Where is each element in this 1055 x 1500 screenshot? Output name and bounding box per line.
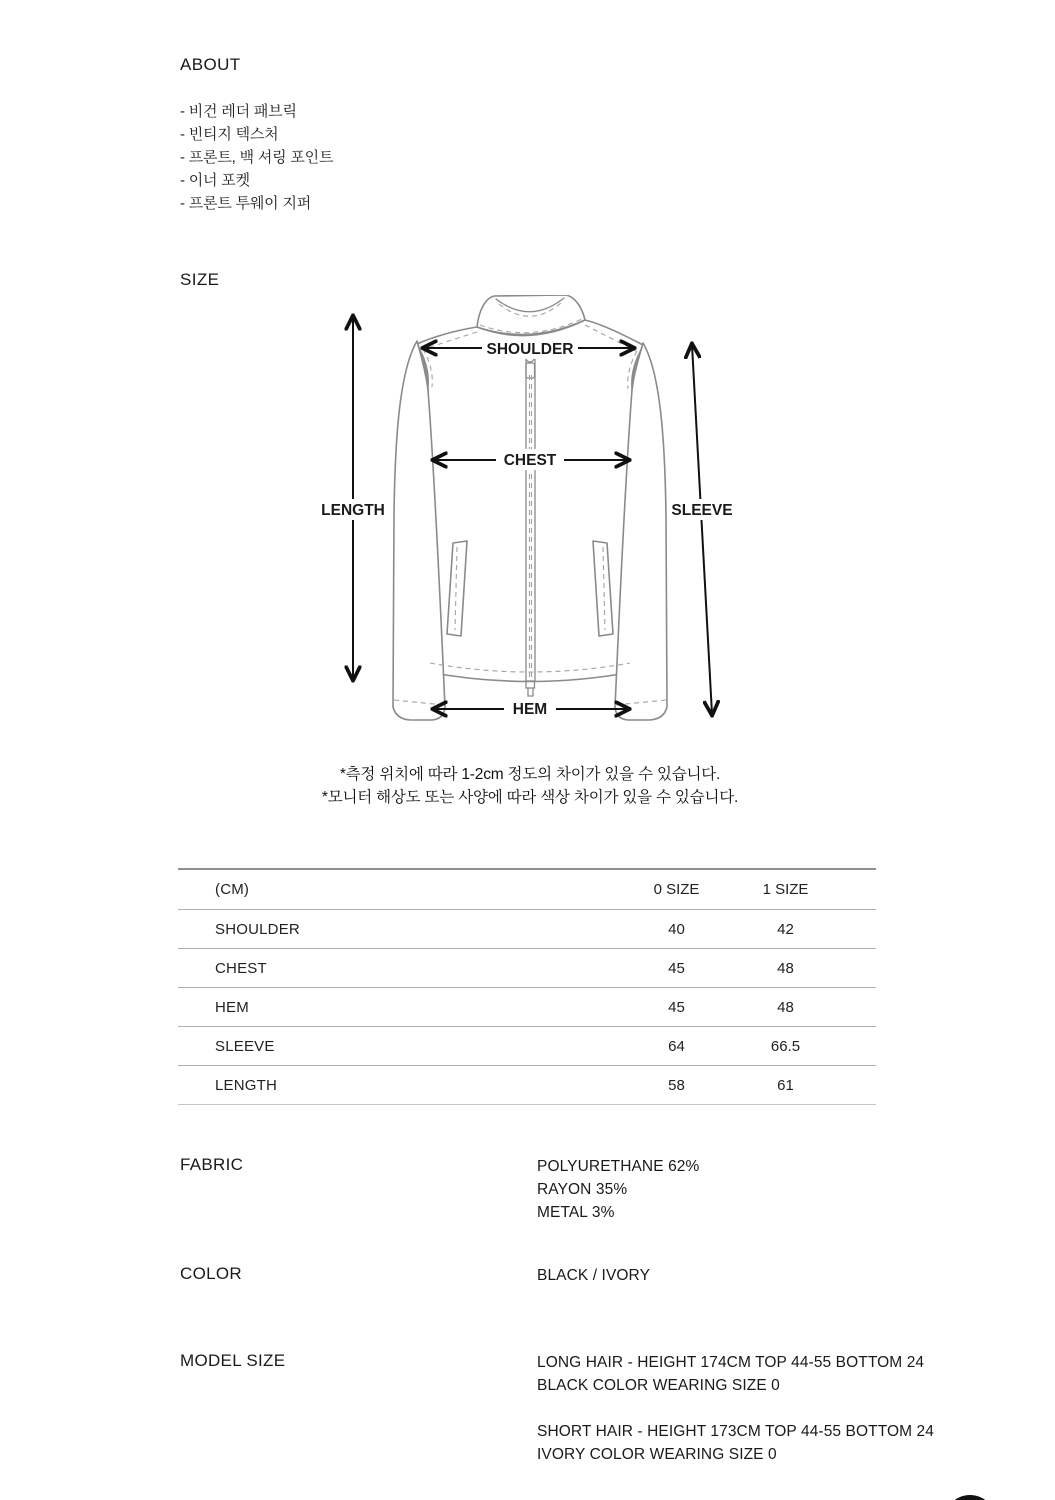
row-size1: 48 (777, 998, 794, 1016)
sleeve-label: SLEEVE (671, 502, 733, 519)
hem-label: HEM (512, 701, 548, 718)
table-row (178, 1066, 876, 1105)
fabric-values (537, 1155, 699, 1224)
row-label: SHOULDER (215, 920, 300, 938)
table-row (178, 1027, 876, 1066)
color-values (537, 1264, 650, 1287)
row-size0: 58 (668, 1076, 685, 1094)
fabric-line: RAYON 35% (537, 1181, 628, 1198)
about-list (180, 100, 333, 215)
row-size1: 66.5 (770, 1037, 801, 1055)
row-size1: 48 (777, 959, 794, 977)
row-size0: 40 (668, 920, 685, 938)
jacket-size-diagram (300, 295, 760, 735)
model-size-line: SHORT HAIR - HEIGHT 173CM TOP 44-55 BOTTOM 24 (537, 1423, 935, 1440)
note-monitor: *모니터 해상도 또는 사양에 따라 색상 차이가 있을 수 있습니다. (321, 789, 739, 806)
fabric-line: POLYURETHANE 62% (537, 1158, 700, 1175)
unit-header: (CM) (215, 881, 250, 898)
size-notes (80, 763, 980, 809)
about-item: - 프론트 투웨이 지퍼 (180, 195, 312, 212)
fabric-heading: FABRIC (180, 1155, 244, 1174)
row-size0: 45 (668, 959, 685, 977)
shoulder-label: SHOULDER (486, 341, 574, 358)
color-line: BLACK / IVORY (537, 1267, 651, 1284)
row-label: SLEEVE (215, 1037, 275, 1055)
sleeve-arrow (692, 345, 712, 714)
table-row (178, 988, 876, 1027)
note-measurement: *측정 위치에 따라 1-2cm 정도의 차이가 있을 수 있습니다. (339, 766, 721, 783)
model-size-line: BLACK COLOR WEARING SIZE 0 (537, 1377, 780, 1394)
floating-action-button[interactable] (944, 1495, 996, 1500)
fabric-line: METAL 3% (537, 1204, 615, 1221)
row-label: LENGTH (215, 1076, 278, 1094)
about-heading: ABOUT (180, 55, 241, 74)
model-size-line: LONG HAIR - HEIGHT 174CM TOP 44-55 BOTTOM 24 (537, 1354, 925, 1371)
model-size-heading: MODEL SIZE (180, 1351, 286, 1370)
length-label: LENGTH (321, 502, 385, 519)
size-table-header (178, 870, 876, 910)
chest-label: CHEST (503, 452, 557, 469)
about-item: - 빈티지 텍스처 (180, 126, 279, 143)
model-size-line: IVORY COLOR WEARING SIZE 0 (537, 1446, 777, 1463)
about-item: - 비건 레더 패브릭 (180, 103, 297, 120)
column-1size: 1 SIZE (762, 881, 809, 898)
column-0size: 0 SIZE (653, 881, 700, 898)
size-table (178, 868, 876, 1105)
table-row (178, 910, 876, 949)
row-label: HEM (215, 998, 249, 1016)
about-item: - 이너 포켓 (180, 172, 250, 189)
about-item: - 프론트, 백 셔링 포인트 (180, 149, 334, 166)
model-size-line (537, 1397, 934, 1420)
row-size1: 61 (777, 1076, 794, 1094)
table-row (178, 949, 876, 988)
model-size-values (537, 1351, 934, 1466)
row-label: CHEST (215, 959, 267, 977)
color-heading: COLOR (180, 1264, 242, 1283)
row-size0: 64 (668, 1037, 685, 1055)
row-size0: 45 (668, 998, 685, 1016)
row-size1: 42 (777, 920, 794, 938)
size-heading: SIZE (180, 270, 220, 289)
